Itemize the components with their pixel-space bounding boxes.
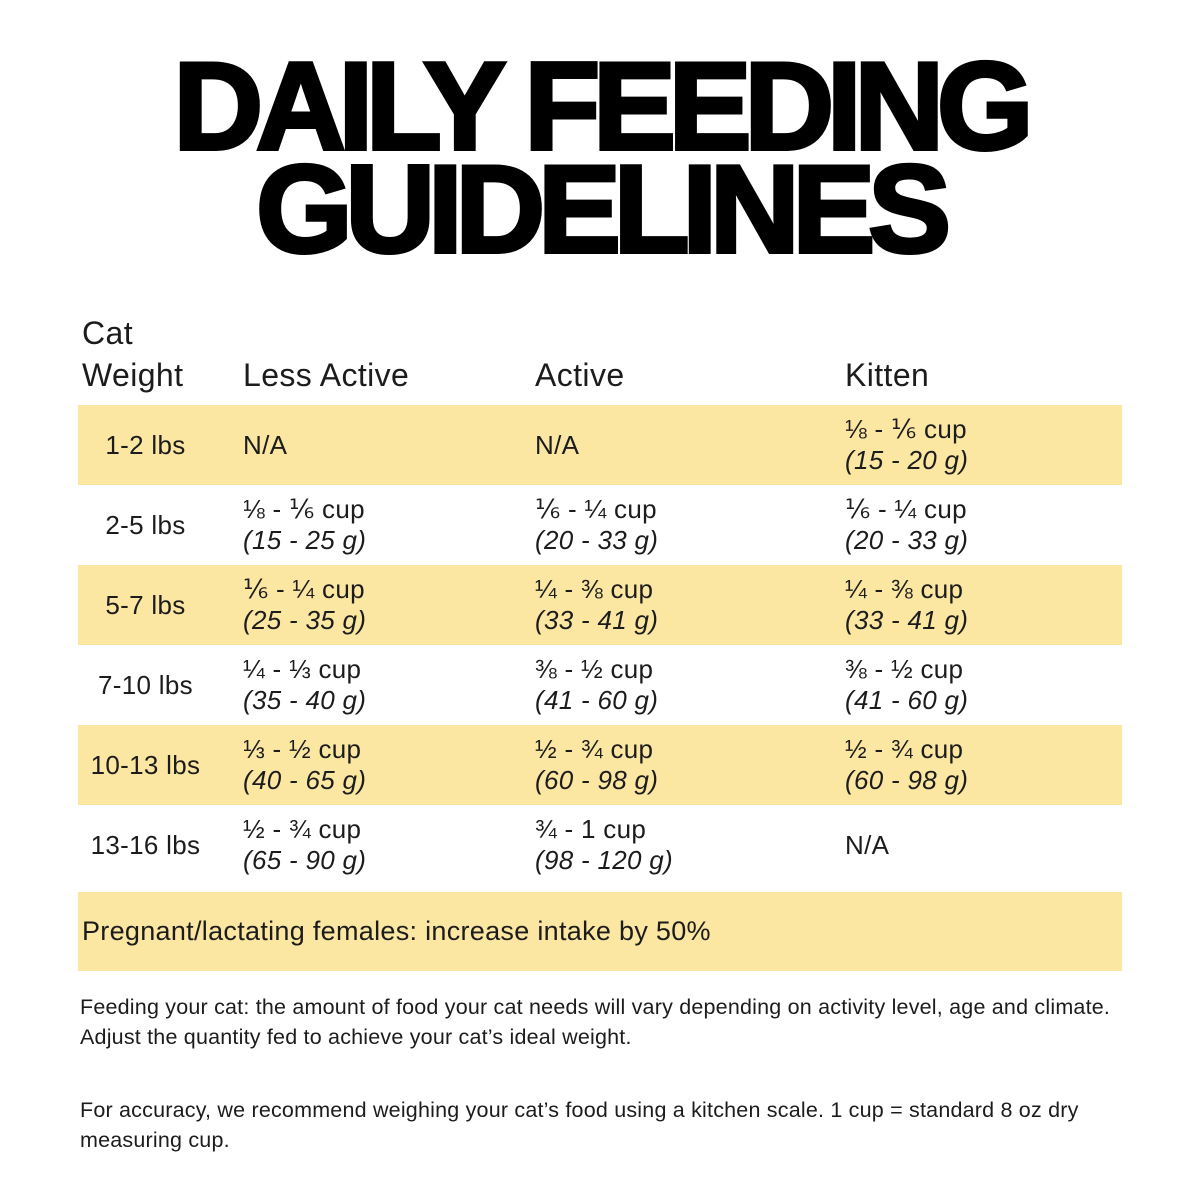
cup-amount: ⅙ - ¼ cup	[845, 494, 967, 524]
gram-amount: (60 - 98 g)	[845, 765, 969, 795]
amount-cell	[845, 830, 1122, 861]
amount-cell	[535, 430, 845, 461]
cup-amount: ⅜ - ½ cup	[845, 654, 964, 684]
amount-cell	[243, 430, 535, 461]
cat-weight-cell: 2-5 lbs	[105, 509, 186, 540]
table-header-row	[78, 312, 1122, 396]
table-row	[78, 565, 1122, 645]
gram-amount: (25 - 35 g)	[243, 605, 367, 635]
gram-amount: (20 - 33 g)	[845, 525, 969, 555]
cup-amount: N/A	[845, 829, 890, 860]
amount-cell	[845, 654, 1122, 716]
table-row	[78, 485, 1122, 565]
header-active: Active	[535, 357, 625, 393]
pregnant-lactating-banner	[78, 892, 1122, 971]
footnotes	[80, 992, 1112, 1155]
gram-amount: (98 - 120 g)	[535, 845, 674, 875]
cup-amount: ¼ - ⅓ cup	[243, 654, 362, 684]
cat-weight-cell: 13-16 lbs	[90, 829, 201, 860]
amount-cell	[243, 734, 535, 796]
gram-amount: (20 - 33 g)	[535, 525, 659, 555]
amount-cell	[535, 814, 845, 876]
cat-weight-cell: 5-7 lbs	[105, 589, 186, 620]
header-kitten: Kitten	[845, 357, 930, 393]
cat-weight-cell: 10-13 lbs	[90, 749, 201, 780]
table-row	[78, 805, 1122, 885]
cup-amount: N/A	[243, 429, 288, 460]
gram-amount: (33 - 41 g)	[535, 605, 659, 635]
page-title-line2: GUIDELINES	[256, 141, 944, 279]
cup-amount: ½ - ¾ cup	[243, 814, 362, 844]
amount-cell	[243, 654, 535, 716]
page-title-line1: DAILY FEEDING	[173, 38, 1027, 176]
gram-amount: (65 - 90 g)	[243, 845, 367, 875]
cup-amount: ⅜ - ½ cup	[535, 654, 654, 684]
feeding-table-body	[78, 405, 1122, 885]
table-row	[78, 405, 1122, 485]
amount-cell	[535, 574, 845, 636]
gram-amount: (35 - 40 g)	[243, 685, 367, 715]
amount-cell	[243, 574, 535, 636]
cat-weight-cell: 1-2 lbs	[105, 429, 186, 460]
header-cat-weight	[78, 312, 243, 396]
gram-amount: (60 - 98 g)	[535, 765, 659, 795]
gram-amount: (41 - 60 g)	[845, 685, 969, 715]
cup-amount: ⅛ - ⅙ cup	[845, 414, 967, 444]
cup-amount: ⅓ - ½ cup	[243, 734, 362, 764]
cup-amount: ¾ - 1 cup	[535, 814, 647, 844]
amount-cell	[535, 654, 845, 716]
cup-amount: ⅙ - ¼ cup	[243, 574, 365, 604]
header-cat-weight-line2: Weight	[82, 357, 184, 393]
table-row	[78, 725, 1122, 805]
cup-amount: N/A	[535, 429, 580, 460]
amount-cell	[845, 734, 1122, 796]
gram-amount: (41 - 60 g)	[535, 685, 659, 715]
gram-amount: (15 - 20 g)	[845, 445, 969, 475]
page-title	[0, 0, 1200, 279]
header-less-active: Less Active	[243, 357, 410, 393]
footnote-accuracy: For accuracy, we recommend weighing your cat’s food using a kitchen scale. 1 cup = standard 8 oz dry measuring cup.	[80, 1098, 1079, 1152]
footnote-feeding: Feeding your cat: the amount of food your cat needs will vary depending on activity level, age and climate. Adjust the quantity fed to achieve your cat’s ideal weight.	[80, 995, 1111, 1049]
gram-amount: (33 - 41 g)	[845, 605, 969, 635]
amount-cell	[535, 494, 845, 556]
pregnant-lactating-text: Pregnant/lactating females: increase intake by 50%	[82, 916, 711, 946]
cup-amount: ¼ - ⅜ cup	[845, 574, 964, 604]
cup-amount: ¼ - ⅜ cup	[535, 574, 654, 604]
cup-amount: ½ - ¾ cup	[535, 734, 654, 764]
gram-amount: (15 - 25 g)	[243, 525, 367, 555]
amount-cell	[845, 414, 1122, 476]
amount-cell	[243, 494, 535, 556]
amount-cell	[845, 574, 1122, 636]
cup-amount: ½ - ¾ cup	[845, 734, 964, 764]
amount-cell	[845, 494, 1122, 556]
amount-cell	[535, 734, 845, 796]
cup-amount: ⅙ - ¼ cup	[535, 494, 657, 524]
amount-cell	[243, 814, 535, 876]
gram-amount: (40 - 65 g)	[243, 765, 367, 795]
cat-weight-cell: 7-10 lbs	[98, 669, 193, 700]
cup-amount: ⅛ - ⅙ cup	[243, 494, 365, 524]
header-cat-weight-line1: Cat	[82, 315, 133, 351]
table-row	[78, 645, 1122, 725]
